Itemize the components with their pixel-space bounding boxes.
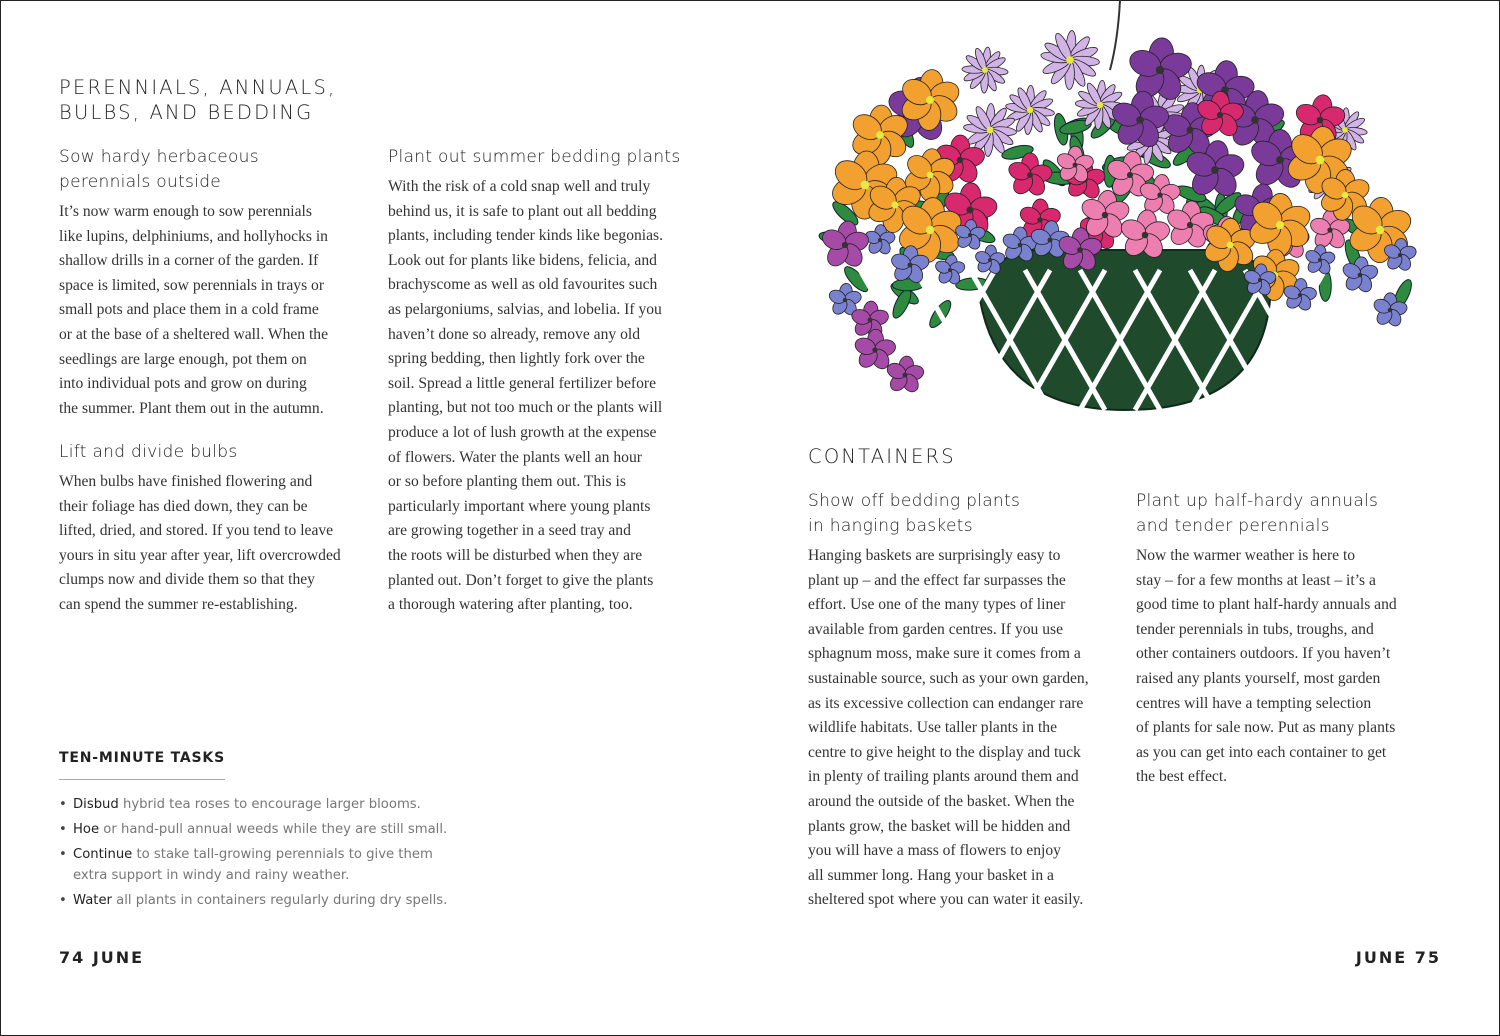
flower-center (1342, 127, 1348, 133)
flower-center (957, 157, 963, 163)
flower-center (878, 238, 882, 242)
text-line: the roots will be disturbed when they are (388, 546, 643, 564)
task-keyword: Water (73, 892, 112, 908)
flower-center (1258, 278, 1262, 282)
task-item (59, 891, 453, 912)
flower-center (982, 67, 988, 73)
text-line: centres will have a tempting selection (1136, 694, 1372, 712)
flower-center (868, 318, 873, 323)
flower-center (1077, 247, 1083, 253)
flower-center (1136, 116, 1144, 124)
flower-center (876, 131, 884, 139)
text-line: seedlings are large enough, pot them on (59, 350, 307, 368)
text-line: space is limited, sow perennials in trays or (59, 276, 325, 294)
task-text: to stake tall-growing perennials to give them extra support in windy and rainy weather. (73, 847, 433, 883)
text-line: or at the base of a sheltered wall. When the (59, 325, 329, 343)
tasks-title: TEN-MINUTE TASKS (59, 750, 225, 766)
tasks-list (59, 795, 453, 916)
flower-center (903, 373, 908, 378)
flower-center (987, 127, 994, 134)
text-line: as its excessive collection can endanger rare (808, 694, 1084, 712)
heading-line: in hanging baskets (808, 515, 973, 536)
flower-center (843, 298, 847, 302)
flower-center (1276, 221, 1284, 229)
flower-center (1342, 192, 1349, 199)
flower-center (1358, 273, 1363, 278)
paragraph-sow-perennials (59, 200, 328, 421)
task-text: hybrid tea roses to encourage larger blooms. (118, 797, 421, 812)
text-line: wildlife habitats. Use taller plants in the (808, 719, 1058, 737)
task-item (59, 795, 453, 816)
text-line: can spend the summer re-establishing. (59, 595, 298, 613)
flower-center (1327, 227, 1332, 232)
flower-center (1027, 172, 1033, 178)
hanging-basket-illustration (800, 0, 1450, 420)
flower-center (1316, 156, 1325, 165)
text-line: around the outside of the basket. When the (808, 792, 1075, 810)
task-keyword: Continue (73, 847, 133, 862)
flower-center (926, 96, 934, 104)
flower-center (1066, 56, 1074, 64)
heading-hanging-baskets (808, 489, 1020, 538)
flower-center (1398, 253, 1402, 257)
flower-center (1018, 243, 1023, 248)
flower-center (968, 233, 972, 237)
flower-center (1276, 156, 1284, 164)
text-line: spring bedding, then lightly fork over the (388, 350, 645, 368)
text-line: of flowers. Water the plants well an hour (388, 448, 642, 466)
text-line: plant up – and the effect far surpasses the (808, 571, 1066, 589)
text-line: plants grow, the basket will be hidden and (808, 817, 1071, 835)
heading-lift-bulbs (59, 440, 238, 465)
text-line: behind us, it is safe to plant out all bedding (388, 202, 657, 220)
heading-bedding-plants (388, 145, 681, 170)
text-line: effort. Use one of the many types of liner (808, 596, 1066, 614)
flower-center (1211, 166, 1219, 174)
text-line: in plenty of trailing plants around them and (808, 768, 1079, 786)
title-line: BULBS, AND BEDDING (59, 101, 314, 124)
paragraph-bedding-plants (388, 175, 663, 618)
text-line: small pots and place them in a cold frame (59, 301, 319, 319)
text-line: With the risk of a cold snap well and truly (388, 178, 651, 195)
text-line: Look out for plants like bidens, felicia, and (388, 251, 657, 269)
text-line: particularly important where young plants (388, 497, 651, 515)
flower-center (861, 181, 870, 190)
flower-center (1227, 242, 1234, 249)
folio-right: JUNE 75 (1355, 948, 1441, 967)
text-line: centre to give height to the display and tuck (808, 743, 1081, 761)
text-line: their foliage has died down, they can be (59, 497, 308, 515)
text-line: Hanging baskets are surprisingly easy to (808, 547, 1061, 564)
flower-center (948, 268, 952, 272)
text-line: haven’t done so already, remove any old (388, 325, 641, 343)
text-line: a thorough watering after planting, too. (388, 596, 633, 614)
flower-center (1317, 117, 1324, 124)
section-title-containers (808, 444, 956, 469)
text-line: plants, including tender kinds like begonias. (388, 227, 664, 245)
flower-center (1047, 237, 1052, 242)
text-line: as pelargoniums, salvias, and lobelia. If you (388, 300, 662, 318)
tasks-divider (59, 779, 225, 780)
text-line: shallow drills in a corner of the garden. If (59, 252, 319, 270)
text-line: all summer long. Hang your basket in a (808, 866, 1054, 884)
text-line: Now the warmer weather is here to (1136, 547, 1356, 564)
flower-center (1217, 112, 1223, 118)
text-line: brachyscome as well as old favourites such (388, 276, 658, 294)
flower-center (1097, 102, 1103, 108)
text-line: soil. Spread a little general fertilizer before (388, 374, 657, 392)
text-line: stay – for a few months at least – it’s a (1136, 571, 1376, 589)
text-line: good time to plant half-hardy annuals and (1136, 596, 1397, 614)
flower-center (1027, 107, 1033, 113)
text-line: planting, but not too much or the plants will (388, 399, 663, 417)
section-title-perennials (59, 75, 336, 125)
text-line: the summer. Plant them out in the autumn. (59, 399, 324, 417)
heading-line: Show off bedding plants (808, 491, 1021, 511)
flower-center (1102, 212, 1108, 218)
paragraph-hanging-baskets (808, 544, 1089, 913)
flower-center (872, 347, 877, 352)
task-item (59, 845, 443, 886)
flower-center (1186, 126, 1193, 133)
text-line: or so before planting them out. This is (388, 473, 626, 491)
text-line: yours in situ year after year, lift overcrowded (59, 546, 341, 564)
flower-center (966, 206, 973, 213)
text-line: sphagnum moss, make sure it comes from a (808, 645, 1081, 663)
flower-center (1388, 308, 1392, 312)
text-line: It’s now warm enough to sow perennials (59, 203, 312, 220)
text-line: tender perennials in tubs, troughs, and (1136, 620, 1374, 638)
flower-center (1073, 163, 1078, 168)
text-line: clumps now and divide them so that they (59, 571, 315, 589)
flower-center (1251, 116, 1259, 124)
text-line: lifted, dried, and stored. If you tend to leave (59, 522, 334, 540)
text-line: you will have a mass of flowers to enjoy (808, 842, 1061, 860)
text-line: other containers outdoors. If you haven’t (1136, 645, 1391, 663)
text-line: like lupins, delphiniums, and hollyhocks in (59, 227, 328, 245)
flower-center (988, 258, 992, 262)
flower-center (1187, 222, 1193, 228)
heading-line: perennials outside (59, 171, 222, 192)
heading-line: Sow hardy herbaceous (59, 147, 259, 167)
flower-center (907, 262, 912, 267)
flower-center (1298, 293, 1302, 297)
text-line: produce a lot of lush growth at the expense (388, 423, 657, 441)
flower-center (891, 201, 898, 208)
title-line: CONTAINERS (808, 445, 956, 468)
text-line: sheltered spot where you can water it easily. (808, 891, 1084, 909)
task-item (59, 820, 453, 841)
task-text: or hand-pull annual weeds while they are still small. (99, 822, 448, 837)
flower-center (1037, 217, 1042, 222)
heading-line: Plant out summer bedding plants (388, 147, 681, 167)
flower-center (1142, 232, 1149, 239)
title-line: PERENNIALS, ANNUALS, (59, 76, 337, 99)
task-text: all plants in containers regularly during dry spells. (111, 892, 448, 908)
flower-center (1376, 226, 1384, 234)
folio-left: 74 JUNE (59, 948, 145, 967)
text-line: available from garden centres. If you use (808, 620, 1064, 638)
text-line: planted out. Don’t forget to give the plants (388, 571, 654, 589)
flower-center (1127, 172, 1133, 178)
flower-center (1157, 192, 1162, 197)
text-line: into individual pots and grow on during (59, 375, 307, 393)
text-line: sustainable source, such as your own garden, (808, 669, 1089, 687)
text-line: as you can get into each container to get (1136, 743, 1387, 761)
text-line: of plants for sale now. Put as many plants (1136, 719, 1396, 737)
flower-center (927, 172, 934, 179)
heading-line: Lift and divide bulbs (59, 442, 238, 462)
paragraph-half-hardy (1136, 544, 1397, 790)
text-line: are growing together in a seed tray and (388, 522, 631, 540)
text-line: raised any plants yourself, most garden (1136, 669, 1381, 687)
text-line: the best effect. (1136, 768, 1228, 786)
flower-center (926, 226, 934, 234)
flower-center (1318, 258, 1322, 262)
paragraph-lift-bulbs (59, 470, 341, 618)
heading-line: Plant up half-hardy annuals (1136, 491, 1379, 511)
text-line: When bulbs have finished flowering and (59, 473, 313, 490)
task-keyword: Disbud (73, 797, 119, 812)
flower-center (1156, 66, 1164, 74)
flower-center (842, 242, 848, 248)
task-keyword: Hoe (73, 822, 100, 837)
heading-half-hardy (1136, 489, 1378, 538)
heading-sow-perennials (59, 145, 259, 194)
heading-line: and tender perennials (1136, 515, 1330, 536)
